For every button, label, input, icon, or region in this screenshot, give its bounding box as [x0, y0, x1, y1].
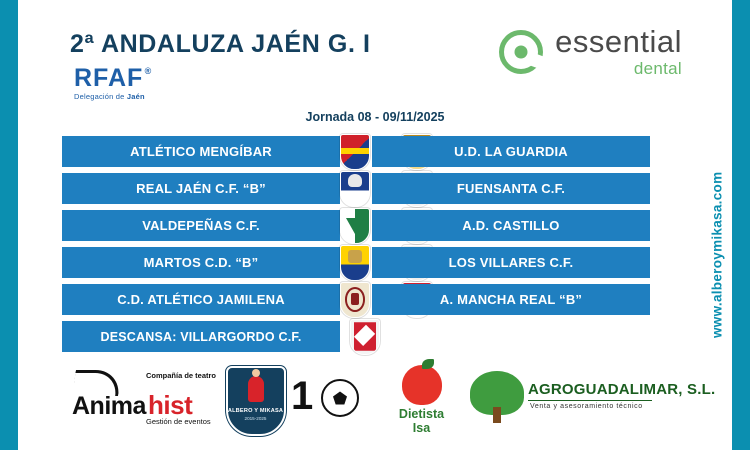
club-player-figure-icon — [248, 376, 264, 402]
resting-team-label: DESCANSA: VILLARGORDO C.F. — [100, 329, 302, 344]
home-team-bar[interactable] — [62, 136, 340, 167]
home-team-crest-icon — [340, 208, 370, 244]
rfaf-acronym — [74, 64, 153, 92]
club-years: 2015-2025 — [244, 416, 267, 421]
rfaf-acronym-text: RFAF — [74, 64, 144, 92]
agro-divider — [528, 400, 652, 401]
rfaf-delegation-prefix: Delegación de — [74, 92, 127, 101]
essential-dental-logo-icon — [499, 30, 543, 74]
apple-icon — [402, 365, 442, 405]
right-teal-band — [732, 0, 750, 450]
resting-team-bar[interactable] — [62, 321, 340, 352]
home-team-name: MARTOS C.D. “B” — [143, 255, 259, 270]
dietitian-line1: Dietista — [398, 407, 445, 421]
home-team-name: C.D. ATLÉTICO JAMILENA — [117, 292, 285, 307]
home-team-bar[interactable] — [62, 284, 340, 315]
header — [18, 0, 704, 108]
fixture-row — [62, 136, 692, 167]
rfaf-logo — [74, 64, 153, 101]
sponsor-animahist[interactable] — [72, 368, 220, 434]
animahist-tagline-bottom: Gestión de eventos — [146, 417, 211, 426]
registered-mark-icon: ® — [144, 66, 153, 76]
club-shield-icon — [226, 366, 286, 436]
fixtures-list — [62, 136, 692, 358]
home-team-name: REAL JAÉN C.F. “B” — [136, 181, 266, 196]
away-team-name: FUENSANTA C.F. — [456, 181, 566, 196]
website-url-vertical[interactable]: www.alberoymikasa.com — [709, 171, 725, 339]
home-team-name: ATLÉTICO MENGÍBAR — [130, 144, 272, 159]
sponsor-essential-dental[interactable] — [499, 26, 682, 77]
tree-trunk-icon — [493, 407, 501, 423]
home-team-crest-icon — [340, 171, 370, 207]
home-team-name: VALDEPEÑAS C.F. — [142, 218, 260, 233]
left-teal-band — [0, 0, 18, 450]
away-team-bar[interactable] — [372, 210, 650, 241]
sponsor-club-albero-mikasa[interactable] — [225, 365, 287, 437]
away-team-name: A.D. CASTILLO — [462, 218, 560, 233]
animahist-name: Anima — [72, 392, 146, 420]
matchday-label: Jornada 08 - 09/11/2025 — [305, 110, 445, 124]
football-icon — [321, 379, 359, 417]
club-name: ALBERO Y MIKASA — [227, 408, 284, 414]
away-team-bar[interactable] — [372, 173, 650, 204]
page-title: 2ª ANDALUZA JAÉN G. I — [70, 30, 371, 58]
essential-dental-sub: dental — [633, 59, 682, 78]
away-team-bar[interactable] — [372, 247, 650, 278]
sponsor-dietista-isa[interactable] — [382, 365, 462, 437]
home-team-bar[interactable] — [62, 210, 340, 241]
agro-tagline: Venta y asesoramiento técnico — [530, 403, 643, 410]
away-team-bar[interactable] — [372, 136, 650, 167]
fixture-row — [62, 210, 692, 241]
away-team-name: U.D. LA GUARDIA — [454, 144, 568, 159]
home-team-crest-icon — [340, 245, 370, 281]
fixture-row — [62, 173, 692, 204]
fixture-row — [62, 284, 692, 315]
home-team-bar[interactable] — [62, 173, 340, 204]
resting-team-row — [62, 321, 692, 352]
resting-team-crest-icon — [350, 319, 380, 355]
essential-dental-name: essential — [555, 24, 682, 59]
dietitian-line2: Isa — [412, 421, 431, 435]
away-team-name: A. MANCHA REAL “B” — [439, 292, 583, 307]
rfaf-delegation — [74, 92, 145, 101]
home-team-crest-icon — [340, 134, 370, 170]
sponsor-strip — [18, 358, 716, 444]
sponsor-agroguadalimar[interactable] — [466, 369, 716, 433]
anniversary-number: 1 — [291, 374, 314, 418]
animahist-tagline-top: Compañía de teatro — [146, 371, 217, 380]
fixture-row — [62, 247, 692, 278]
resting-crest-wrap — [350, 318, 454, 355]
animahist-accent: hist — [148, 390, 193, 420]
essential-dental-wordmark — [555, 26, 682, 77]
agro-name: AGROGUADALIMAR, S.L. — [528, 381, 716, 398]
away-team-name: LOS VILLARES C.F. — [448, 255, 574, 270]
home-team-bar[interactable] — [62, 247, 340, 278]
sponsor-ten-anniversary[interactable] — [291, 376, 377, 426]
rfaf-delegation-city: Jaén — [126, 92, 145, 101]
home-team-crest-icon — [340, 282, 370, 318]
away-team-bar[interactable] — [372, 284, 650, 315]
